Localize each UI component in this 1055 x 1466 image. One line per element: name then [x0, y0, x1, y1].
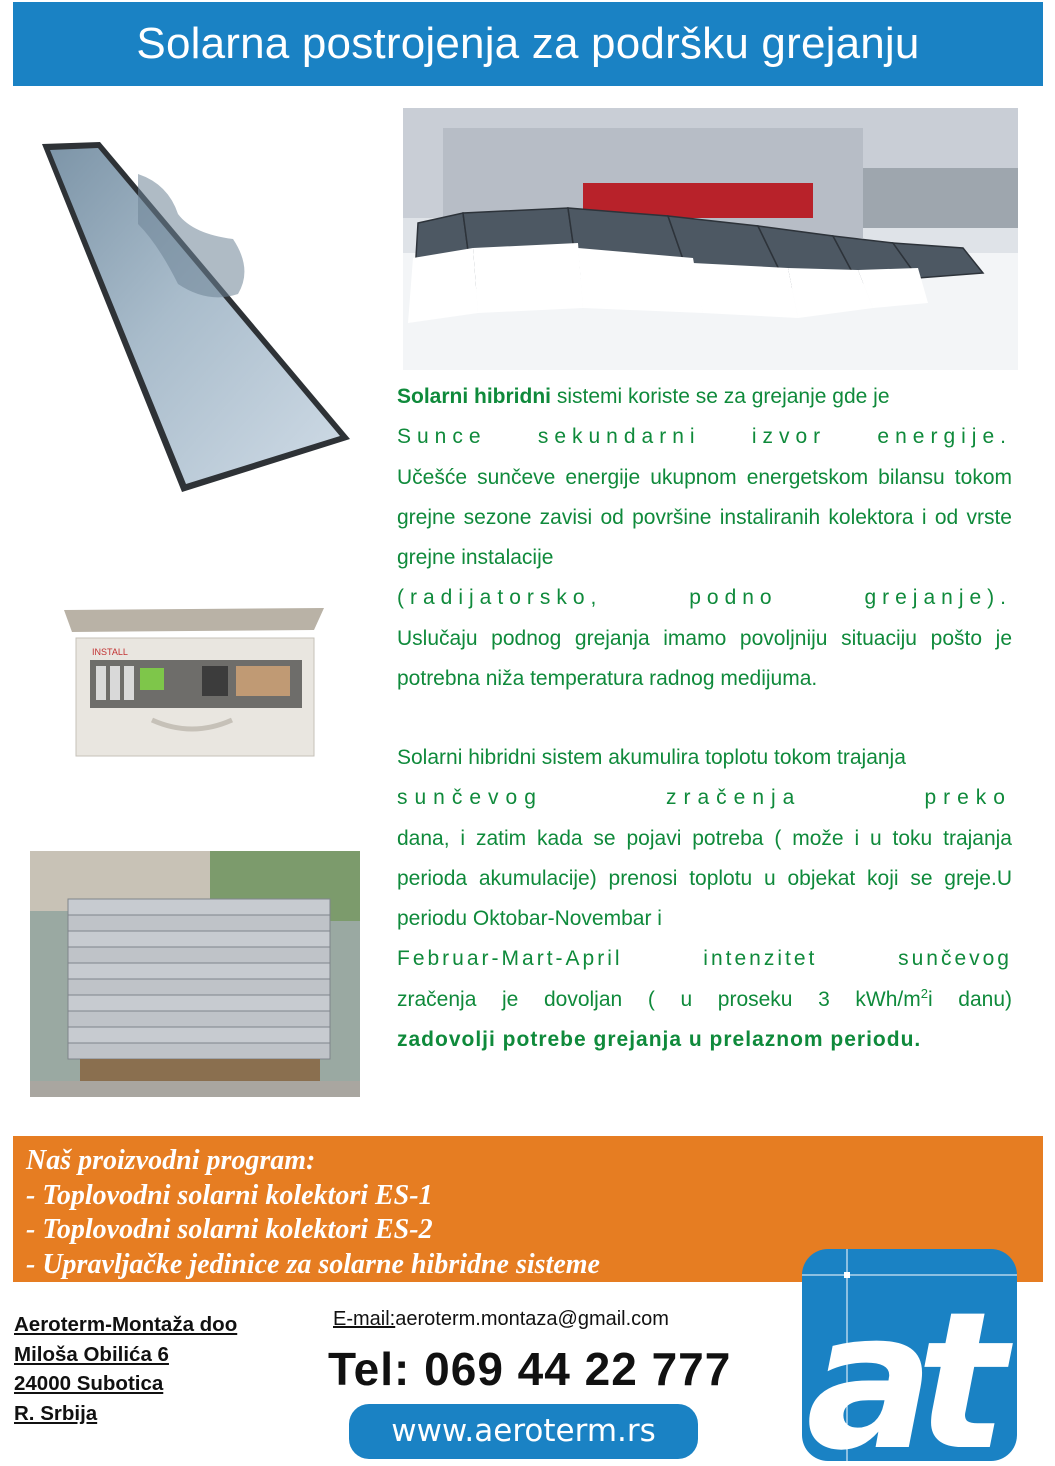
control-unit-photo — [52, 600, 334, 760]
company-address — [14, 1310, 237, 1428]
email-address[interactable]: aeroterm.montaza@gmail.com — [395, 1308, 669, 1330]
phone-number: Tel: 069 44 22 777 — [328, 1343, 732, 1395]
collector-stack-photo — [30, 851, 360, 1097]
system-line-3: dana, i zatim kada se pojavi potreba ( može i u toku trajanja perioda akumulacije) prenosi toplotu u objekat koji se greje.U periodu Oktobar-Novembar i — [397, 826, 1012, 931]
website-link[interactable]: www.aeroterm.rs — [349, 1404, 698, 1459]
intro-line-2: Sunce sekundarni izvor energije. — [397, 425, 1012, 449]
program-item-3: - Upravljačke jedinice za solarne hibridne sisteme — [26, 1248, 600, 1280]
company-street: Miloša Obilića 6 — [14, 1342, 169, 1366]
program-heading: Naš proizvodni program: — [26, 1145, 316, 1176]
page-title: Solarna postrojenja za podršku grejanju — [13, 2, 1043, 86]
company-city: 24000 Subotica — [14, 1372, 164, 1395]
intro-line-5: Uslučaju podnog grejanja imamo povoljniju situaciju pošto je potrebna niža temperatura radnog medijuma. — [397, 626, 1012, 691]
snow-collectors-photo — [403, 108, 1018, 370]
logo-text: at — [806, 1271, 990, 1461]
company-name: Aeroterm-Montaža doo — [14, 1313, 238, 1336]
system-line-5-end: i danu) — [927, 987, 1012, 1011]
intro-bold-lead: Solarni hibridni — [397, 385, 552, 408]
email-line — [333, 1308, 669, 1331]
install-label: INSTALL — [92, 647, 128, 657]
system-line-2: sunčevog zračenja preko — [397, 786, 1012, 810]
intro-paragraph — [397, 377, 1012, 699]
superscript-2: 2 — [920, 985, 928, 1001]
aeroterm-logo — [802, 1249, 1017, 1461]
system-line-5: zračenja je dovoljan ( u proseku 3 kWh/m — [397, 987, 921, 1011]
system-line-1: Solarni hibridni sistem akumulira toplotu tokom trajanja — [397, 746, 906, 769]
program-item-1: - Toplovodni solarni kolektori ES-1 — [26, 1179, 433, 1211]
solar-collector-photo — [28, 134, 364, 498]
email-label: E-mail: — [333, 1308, 396, 1330]
system-paragraph — [397, 738, 1012, 1060]
program-item-2: - Toplovodni solarni kolektori ES-2 — [26, 1214, 433, 1245]
company-country: R. Srbija — [14, 1401, 98, 1425]
intro-line-4: (radijatorsko, podno grejanje). — [397, 586, 1012, 610]
intro-line-3: Učešće sunčeve energije ukupnom energetskom bilansu tokom grejne sezone zavisi od površine instaliranih kolektora i od vrste grejne instalacije — [397, 465, 1012, 570]
product-program — [26, 1144, 600, 1282]
intro-line-1: sistemi koriste se za grejanje gde je — [551, 385, 890, 408]
system-bold-conclusion: zadovolji potrebe grejanja u prelaznom periodu. — [397, 1028, 922, 1052]
system-line-4: Februar-Mart-April intenzitet sunčevog — [397, 947, 1012, 971]
